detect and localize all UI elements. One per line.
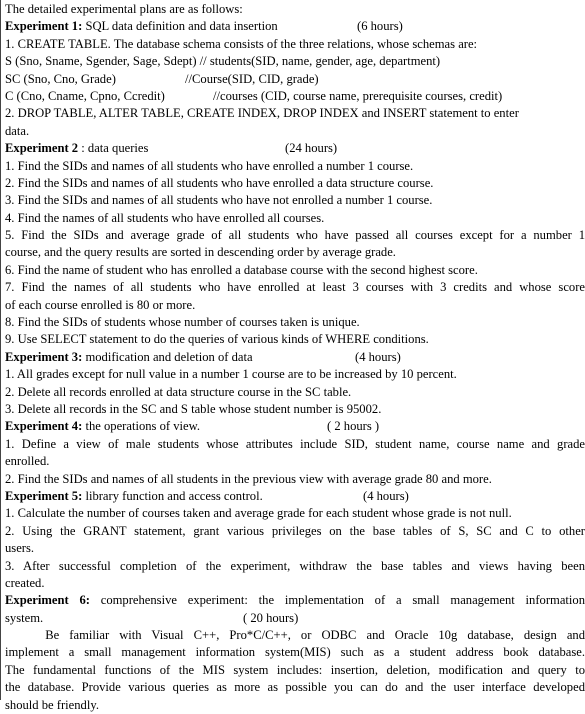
exp5-title: library function and access control. <box>82 488 263 503</box>
intro-line: The detailed experimental plans are as follows: <box>5 2 243 16</box>
exp1-c-right: //courses (CID, course name, prerequisite courses, credit) <box>213 88 503 103</box>
exp1-hours: (6 hours) <box>357 19 403 34</box>
exp2-line-2: 2. Find the SIDs and names of all students who have enrolled a data structure course. <box>5 175 434 190</box>
exp4-hours: ( 2 hours ) <box>327 419 380 434</box>
exp2-title: : data queries <box>78 141 149 156</box>
exp1-line-s: S (Sno, Sname, Sgender, Sage, Sdept) // students(SID, name, gender, age, department) <box>5 54 441 69</box>
exp1-title: SQL data definition and data insertion <box>82 19 278 34</box>
exp5-label: Experiment 5: <box>5 488 83 503</box>
exp4-line-2: 2. Find the SIDs and names of all students in the previous view with average grade 80 and more. <box>5 471 492 486</box>
exp5-line-3a: 3. After successful completion of the experiment, withdraw the base tables and views having been <box>5 558 585 573</box>
exp6-title-a: comprehensive experiment: the implementation of a small management information <box>89 593 585 608</box>
exp3-heading <box>5 349 585 366</box>
exp3-label: Experiment 3: <box>5 349 83 364</box>
exp2-line-3: 3. Find the SIDs and names of all students who have not enrolled a number 1 course. <box>5 193 433 208</box>
exp1-label: Experiment 1: <box>5 19 83 34</box>
exp5-line-3b: created. <box>5 575 45 590</box>
exp1-sc-right: //Course(SID, CID, grade) <box>185 71 319 86</box>
exp3-line-1: 1. All grades except for null value in a number 1 course are to be increased by 10 percent. <box>5 367 457 382</box>
exp1-c-left: C (Cno, Cname, Cpno, Ccredit) <box>5 88 165 103</box>
exp1-line-sc <box>5 71 585 88</box>
exp2-line-6: 6. Find the name of student who has enrolled a database course with the second highest score. <box>5 262 478 277</box>
exp5-heading <box>5 488 585 505</box>
exp1-line-c <box>5 88 585 105</box>
exp2-heading <box>5 140 585 157</box>
exp1-line-1: 1. CREATE TABLE. The database schema consists of the three relations, whose schemas are: <box>5 36 478 51</box>
exp5-line-2a: 2. Using the GRANT statement, grant various privileges on the base tables of S, SC and C to other <box>5 523 585 538</box>
exp4-title: the operations of view. <box>82 419 201 434</box>
exp2-line-7a: 7. Find the names of all students who have enrolled at least 3 courses with 3 credits and whose score <box>5 280 585 295</box>
exp2-line-5a: 5. Find the SIDs and average grade of all students who have passed all courses except for a number 1 <box>5 228 585 243</box>
exp6-hours: ( 20 hours) <box>243 610 299 625</box>
exp6-para-line-4: the database. Provide various queries as more as possible you can do and the user interface developed <box>5 680 585 695</box>
exp3-hours: (4 hours) <box>355 349 401 364</box>
exp6-para-line-3: The fundamental functions of the MIS system includes: insertion, deletion, modification and query to <box>5 662 585 677</box>
exp2-line-9: 9. Use SELECT statement to do the queries of various kinds of WHERE conditions. <box>5 332 429 347</box>
exp6-para-line-5: should be friendly. <box>5 697 99 712</box>
exp4-heading <box>5 418 585 435</box>
exp6-title-b: system. <box>5 610 44 625</box>
exp3-title: modification and deletion of data <box>82 349 253 364</box>
exp6-para-line-2: implement a small management information system(MIS) such as a student address book database. <box>5 645 585 660</box>
exp2-line-1: 1. Find the SIDs and names of all students who have enrolled a number 1 course. <box>5 158 414 173</box>
exp4-label: Experiment 4: <box>5 419 83 434</box>
exp2-line-7b: of each course enrolled is 80 or more. <box>5 297 196 312</box>
exp4-line-1b: enrolled. <box>5 454 50 469</box>
exp5-hours: (4 hours) <box>363 488 409 503</box>
exp6-heading <box>5 592 585 609</box>
exp1-heading <box>5 18 585 35</box>
exp2-line-5b: course, and the query results are sorted in descending order by average grade. <box>5 245 396 260</box>
exp2-line-4: 4. Find the names of all students who have enrolled all courses. <box>5 210 325 225</box>
exp1-sc-left: SC (Sno, Cno, Grade) <box>5 71 116 86</box>
exp5-line-2b: users. <box>5 541 35 556</box>
exp3-line-2: 2. Delete all records enrolled at data structure course in the SC table. <box>5 384 352 399</box>
exp5-line-1: 1. Calculate the number of courses taken and average grade for each student whose grade is not null. <box>5 506 512 521</box>
exp2-label: Experiment 2 <box>5 141 79 156</box>
exp1-line-2a: 2. DROP TABLE, ALTER TABLE, CREATE INDEX, DROP INDEX and INSERT statement to enter <box>5 106 519 121</box>
exp3-line-3: 3. Delete all records in the SC and S table whose student number is 95002. <box>5 401 382 416</box>
exp6-para-line-1: Be familiar with Visual C++, Pro*C/C++, or ODBC and Oracle 10g database, design and <box>5 628 585 643</box>
exp2-line-8: 8. Find the SIDs of students whose number of courses taken is unique. <box>5 315 360 330</box>
exp4-line-1a: 1. Define a view of male students whose attributes include SID, student name, course name and grade <box>5 436 585 451</box>
exp1-line-2b: data. <box>5 123 30 138</box>
exp2-hours: (24 hours) <box>285 141 338 156</box>
exp6-label: Experiment 6: <box>5 593 90 608</box>
exp6-heading-cont <box>5 610 585 627</box>
